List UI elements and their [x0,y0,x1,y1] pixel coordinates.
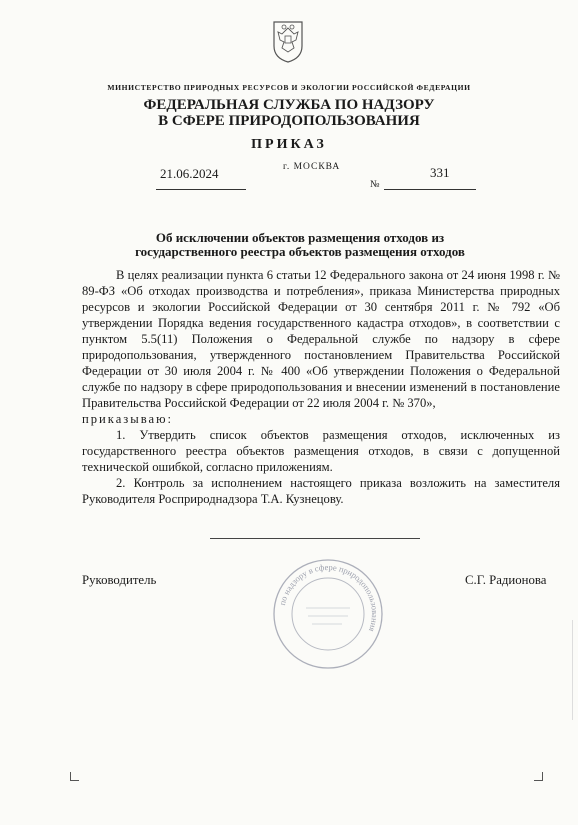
corner-mark-right [534,772,543,781]
number-underline [384,189,476,190]
service-name-line-1: ФЕДЕРАЛЬНАЯ СЛУЖБА ПО НАДЗОРУ [143,97,435,113]
ministry-name: МИНИСТЕРСТВО ПРИРОДНЫХ РЕСУРСОВ И ЭКОЛОГИИ РОССИЙСКОЙ ФЕДЕРАЦИИ [107,83,471,92]
order-item-1: 1. Утвердить список объектов размещения отходов, исключенных из государственного реестра объектов размещения отходов, в связи с допущенной технической ошибкой, согласно приложениям. [82,428,560,474]
official-stamp-icon [270,556,386,672]
signatory-name: С.Г. Радионова [465,573,547,587]
separator-line [210,538,420,539]
order-city: г. МОСКВА [283,162,341,172]
preamble-paragraph: В целях реализации пункта 6 статьи 12 Федерального закона от 24 июня 1998 г. № 89-ФЗ «Об отходах производства и потребления», приказа Министерства природных ресурсов и экологии Российской Федерации от 30 сентября 2011 г. № 792 «Об утверждении Порядка ведения государственного кадастра отходов», в соответствии с пунктом 5.5(11) Положения о Федеральной службе по надзору в сфере природопользования, утвержденного постановлением Правительства Российской Федерации от 30 июля 2004 г. № 400 «Об утверждении Положения о Федеральной службе по надзору в сфере природопользования и внесении изменений в постановление Правительства Российской Федерации от 22 июля 2004 г. № 370», [82,268,560,410]
subject-line-2: государственного реестра объектов размещения отходов [135,244,465,259]
service-name [0,97,578,129]
stamp-ring-text: по надзору в сфере природопользования [276,561,381,634]
order-title: ПРИКАЗ [251,137,327,152]
decree-word: приказываю: [82,412,174,426]
date-underline [156,189,246,190]
corner-mark-left [70,772,79,781]
order-number: 331 [430,165,450,180]
order-subject [100,231,500,259]
coat-of-arms-emblem-icon [268,16,308,64]
order-date: 21.06.2024 [160,166,219,181]
order-item-2: 2. Контроль за исполнением настоящего приказа возложить на заместителя Руководителя Росприроднадзора Т.А. Кузнецову. [82,476,560,506]
signatory-position: Руководитель [82,573,157,587]
number-sign: № [370,179,380,190]
subject-line-1: Об исключении объектов размещения отходов из [155,230,445,245]
order-body [82,267,560,507]
page-edge [572,620,573,720]
service-name-line-2: В СФЕРЕ ПРИРОДОПОЛЬЗОВАНИЯ [158,113,420,129]
